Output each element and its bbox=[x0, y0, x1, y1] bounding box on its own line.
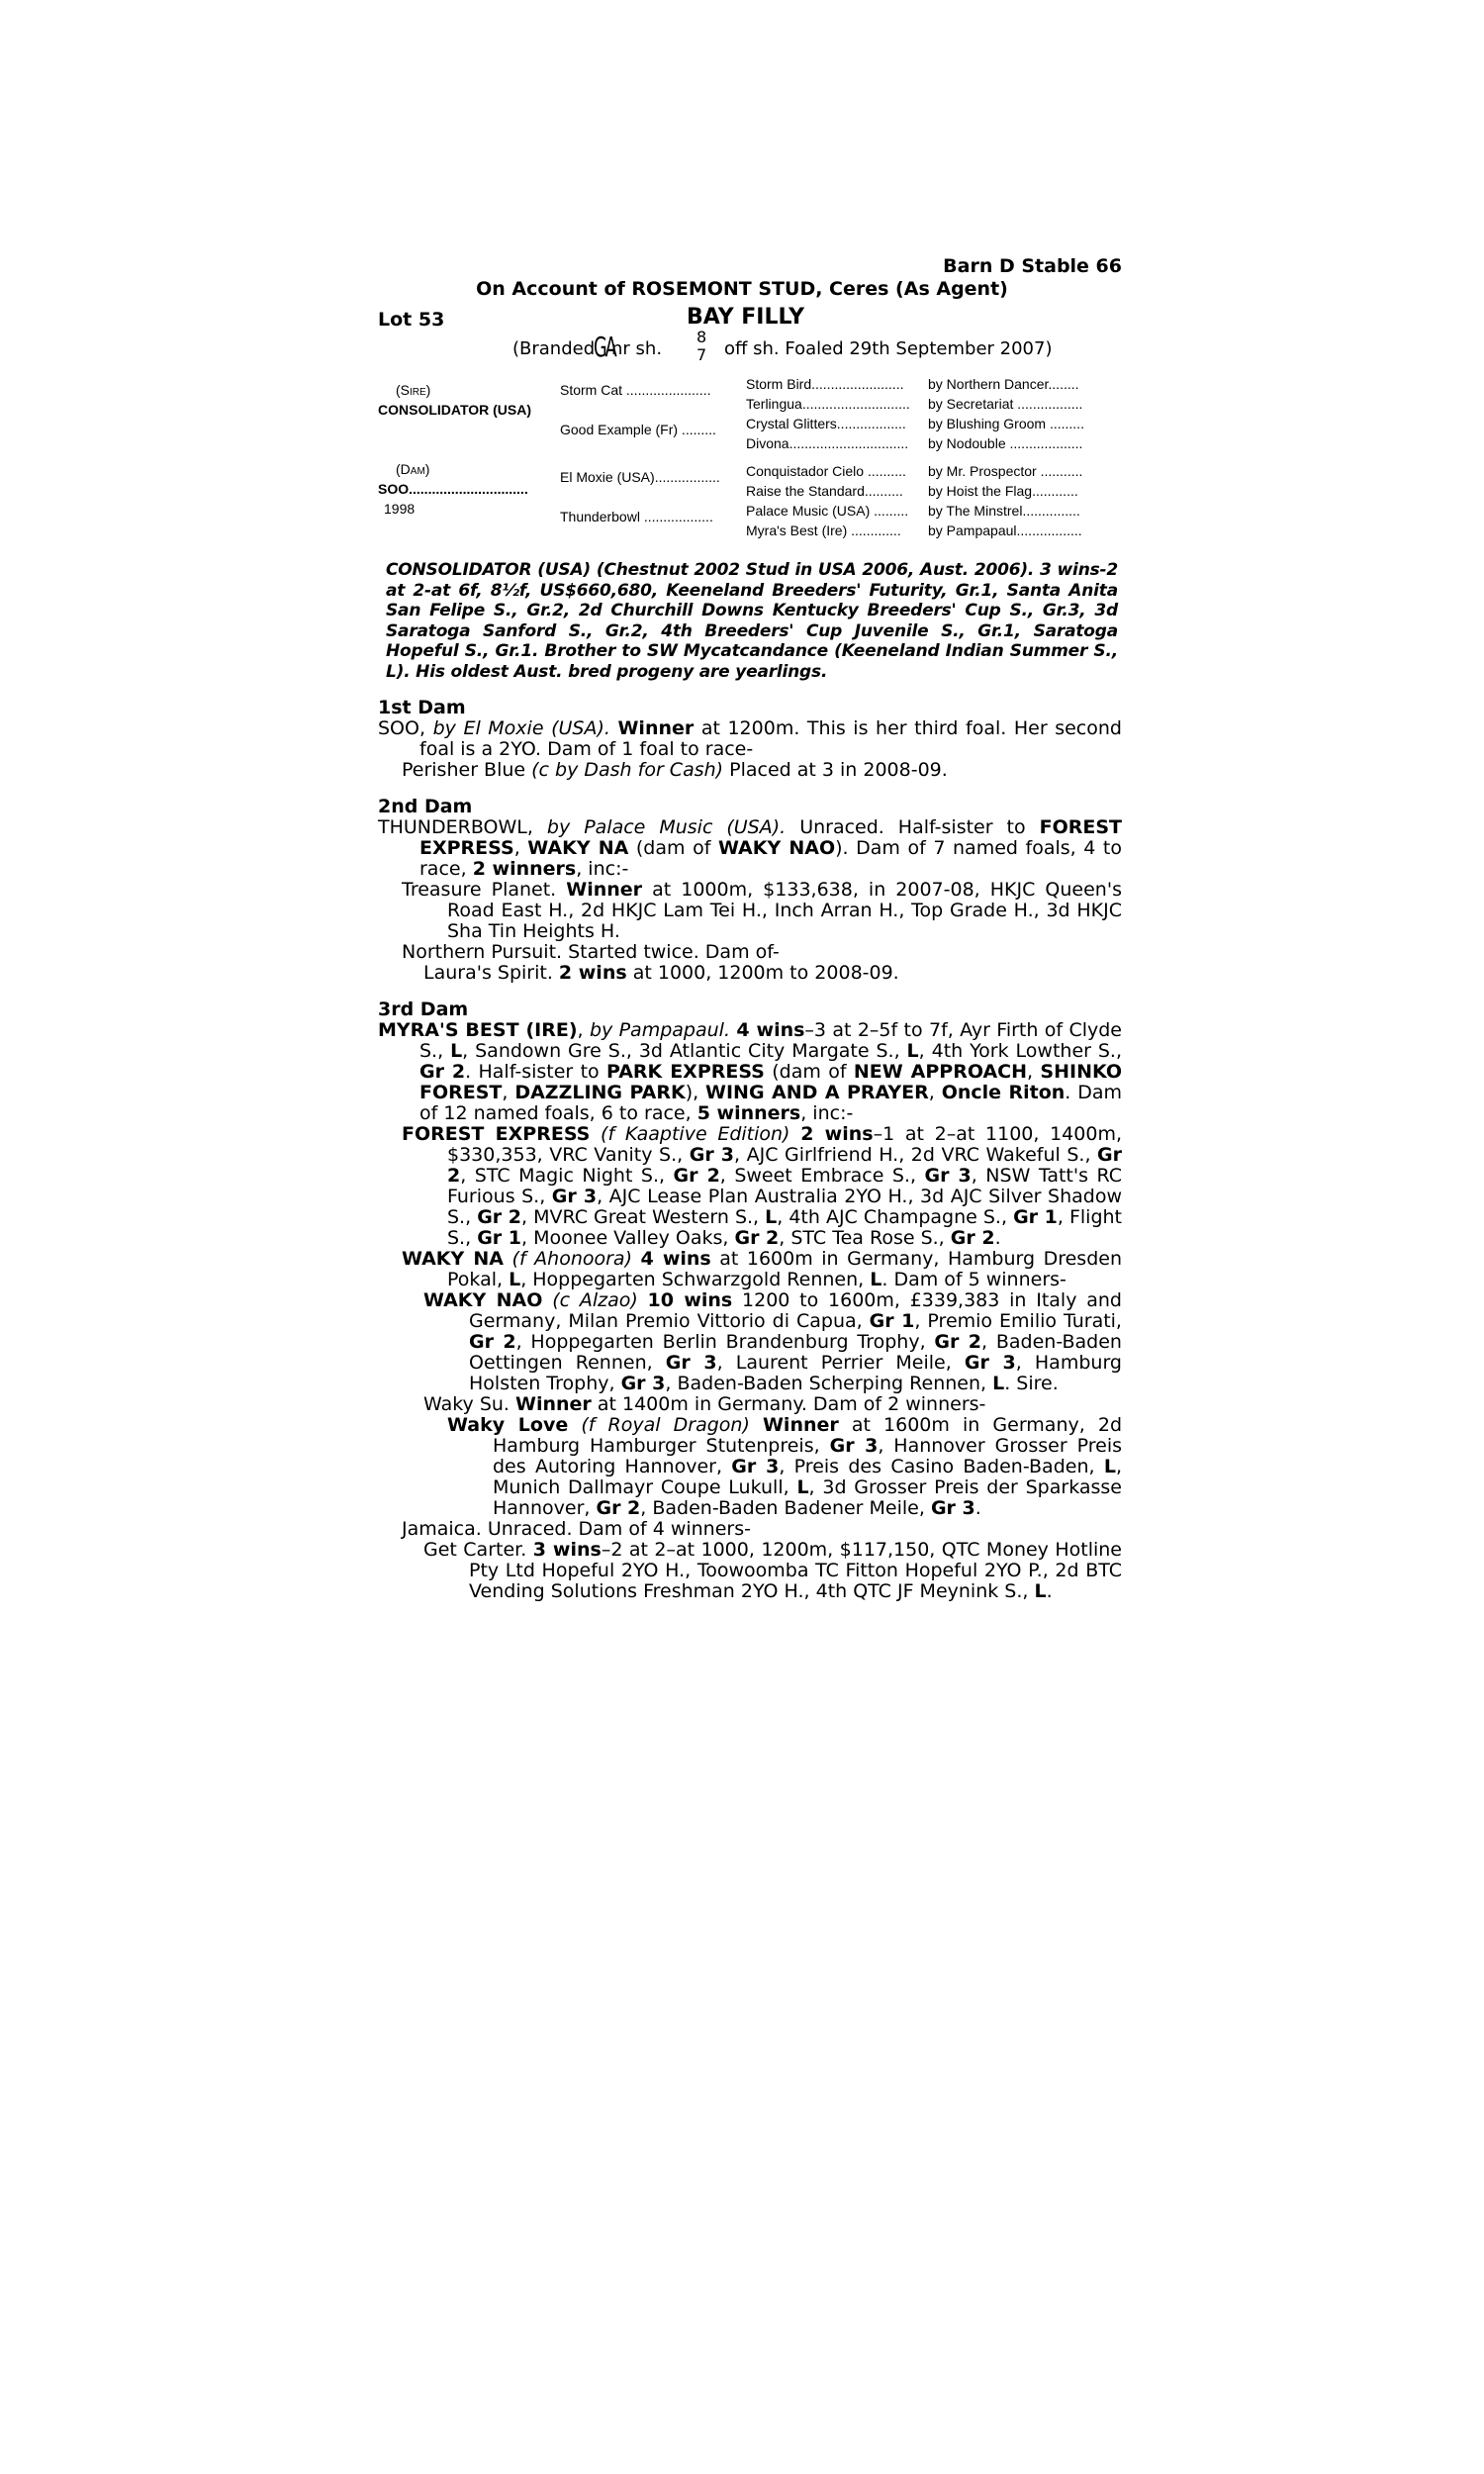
second-dam-entry: THUNDERBOWL, by Palace Music (USA). Unraced. Half-sister to FOREST EXPRESS, WAKY NA (dam of WAKY NAO). Dam of 7 named foals, 4 to race, 2 winners, inc:- bbox=[378, 816, 1122, 880]
second-dam-heading: 2nd Dam bbox=[378, 796, 473, 817]
ped-gen4-4: by Nodouble ................... bbox=[928, 435, 1083, 451]
second-dam-grandprogeny: Laura's Spirit. 2 wins at 1000, 1200m to 2008-09. bbox=[423, 962, 899, 984]
third-dam-progeny-2: WAKY NA (f Ahonoora) 4 wins at 1600m in Germany, Hamburg Dresden Pokal, L, Hoppegarten Schwarzgold Rennen, L. Dam of 5 winners- bbox=[402, 1248, 1122, 1290]
pedigree-table bbox=[378, 376, 1122, 542]
ped-gen3-1: Storm Bird........................ bbox=[746, 376, 904, 392]
ped-gen3-7: Palace Music (USA) ......... bbox=[746, 503, 909, 519]
ped-gen3-4: Divona............................... bbox=[746, 435, 909, 451]
third-dam-progeny-1: FOREST EXPRESS (f Kaaptive Edition) 2 wins–1 at 2–at 1100, 1400m, $330,353, VRC Vanity S., Gr 3, AJC Girlfriend H., 2d VRC Wakeful S., Gr 2, STC Magic Night S., Gr 2, Sweet Embrace S., Gr 3, NSW Tatt's RC Furious S., Gr 3, AJC Lease Plan Australia 2YO H., 3d AJC Silver Shadow S., Gr 2, MVRC Great Western S., L, 4th AJC Champagne S., Gr 1, Flight S., Gr 1, Moonee Valley Oaks, Gr 2, STC Tea Rose S., Gr 2. bbox=[402, 1123, 1122, 1249]
ped-gen4-7: by The Minstrel............... bbox=[928, 503, 1080, 519]
dam-name: SOO............................... bbox=[378, 481, 528, 497]
ped-gen3-6: Raise the Standard.......... bbox=[746, 483, 903, 499]
dam-label: (Dam) bbox=[396, 461, 430, 477]
second-dam-progeny-2: Northern Pursuit. Started twice. Dam of- bbox=[402, 941, 780, 963]
ped-gen2-1: Storm Cat ...................... bbox=[560, 382, 711, 398]
lot-row bbox=[378, 305, 1122, 333]
third-dam-grandprogeny-1: WAKY NAO (c Alzao) 10 wins 1200 to 1600m, £339,383 in Italy and Germany, Milan Premio Vittorio di Capua, Gr 1, Premio Emilio Turati, Gr 2, Hoppegarten Berlin Brandenburg Trophy, Gr 2, Baden-Baden Oettingen Rennen, Gr 3, Laurent Perrier Meile, Gr 3, Hamburg Holsten Trophy, Gr 3, Baden-Baden Scherping Rennen, L. Sire. bbox=[423, 1289, 1122, 1394]
brand-line bbox=[378, 328, 1122, 370]
ped-gen3-8: Myra's Best (Ire) ............. bbox=[746, 523, 901, 538]
brand-nr: nr sh. bbox=[611, 338, 663, 359]
third-dam-entry: MYRA'S BEST (IRE), by Pampapaul. 4 wins–3 at 2–5f to 7f, Ayr Firth of Clyde S., L, Sandown Gre S., 3d Atlantic City Margate S., L, 4th York Lowther S., Gr 2. Half-sister to PARK EXPRESS (dam of NEW APPROACH, SHINKO FOREST, DAZZLING PARK), WING AND A PRAYER, Oncle Riton. Dam of 12 named foals, 6 to race, 5 winners, inc:- bbox=[378, 1019, 1122, 1124]
barn-stable: Barn D Stable 66 bbox=[943, 255, 1122, 277]
ped-gen2-2: Good Example (Fr) ......... bbox=[560, 422, 716, 437]
third-dam-grandprogeny-2: Waky Su. Winner at 1400m in Germany. Dam of 2 winners- bbox=[423, 1393, 986, 1415]
third-dam-great-grandprogeny: Waky Love (f Royal Dragon) Winner at 1600m in Germany, 2d Hamburg Hamburger Stutenpreis, Gr 3, Hannover Grosser Preis des Autoring Hannover, Gr 3, Preis des Casino Baden-Baden, L, Munich Dallmayr Coupe Lukull, L, 3d Grosser Preis der Sparkasse Hannover, Gr 2, Baden-Baden Badener Meile, Gr 3. bbox=[447, 1414, 1123, 1519]
dam-year: 1998 bbox=[384, 501, 416, 517]
ped-gen4-2: by Secretariat ................. bbox=[928, 396, 1083, 412]
third-dam-heading: 3rd Dam bbox=[378, 999, 469, 1020]
catalogue-page bbox=[378, 255, 1122, 1602]
sire-label: (Sire) bbox=[396, 382, 431, 398]
ped-gen4-3: by Blushing Groom ......... bbox=[928, 416, 1084, 431]
first-dam-heading: 1st Dam bbox=[378, 697, 466, 718]
ped-gen3-5: Conquistador Cielo .......... bbox=[746, 463, 906, 479]
ped-gen2-3: El Moxie (USA)................. bbox=[560, 469, 720, 485]
brand-top: 8 bbox=[696, 328, 707, 346]
second-dam-progeny-1: Treasure Planet. Winner at 1000m, $133,638, in 2007-08, HKJC Queen's Road East H., 2d HKJC Lam Tei H., Inch Arran H., Top Grade H., 3d HKJC Sha Tin Heights H. bbox=[402, 879, 1122, 942]
brand-fraction bbox=[696, 329, 706, 364]
ped-gen3-3: Crystal Glitters.................. bbox=[746, 416, 906, 431]
ped-gen4-1: by Northern Dancer........ bbox=[928, 376, 1079, 392]
brand-bottom: 7 bbox=[696, 345, 707, 364]
sire-summary: CONSOLIDATOR (USA) (Chestnut 2002 Stud in USA 2006, Aust. 2006). 3 wins-2 at 2-at 6f, 8½f, US$660,680, Keeneland Breeders' Futurity, Gr.1, Santa Anita San Felipe S., Gr.2, 2d Churchill Downs Kentucky Breeders' Cup S., Gr.3, 3d Saratoga Sanford S., Gr.2, 4th Breeders' Cup Juvenile S., Gr.1, Saratoga Hopeful S., Gr.1. Brother to SW Mycatcandance (Keeneland Indian Summer S., L). His oldest Aust. bred progeny are yearlings. bbox=[386, 560, 1118, 682]
brand-suffix: off sh. Foaled 29th September 2007) bbox=[724, 338, 1053, 359]
ped-gen4-8: by Pampapaul................. bbox=[928, 523, 1082, 538]
horse-description: BAY FILLY bbox=[687, 305, 805, 330]
brand-prefix: (Branded bbox=[512, 338, 596, 359]
vendor-account: On Account of ROSEMONT STUD, Ceres (As Agent) bbox=[476, 278, 1008, 300]
ped-gen2-4: Thunderbowl .................. bbox=[560, 509, 713, 524]
sire-name: CONSOLIDATOR (USA) bbox=[378, 402, 532, 418]
third-dam-progeny-3: Jamaica. Unraced. Dam of 4 winners- bbox=[402, 1518, 751, 1540]
first-dam-progeny: Perisher Blue (c by Dash for Cash) Placed at 3 in 2008-09. bbox=[402, 759, 948, 781]
ped-gen4-6: by Hoist the Flag............ bbox=[928, 483, 1078, 499]
ped-gen3-2: Terlingua............................ bbox=[746, 396, 910, 412]
lot-number: Lot 53 bbox=[378, 309, 445, 331]
third-dam-grandprogeny-3: Get Carter. 3 wins–2 at 2–at 1000, 1200m, $117,150, QTC Money Hotline Pty Ltd Hopeful 2YO H., Toowoomba TC Fitton Hopeful 2YO P., 2d BTC Vending Solutions Freshman 2YO H., 4th QTC JF Meynink S., L. bbox=[423, 1539, 1122, 1602]
ped-gen4-5: by Mr. Prospector ........... bbox=[928, 463, 1083, 479]
first-dam-entry: SOO, by El Moxie (USA). Winner at 1200m. This is her third foal. Her second foal is a 2YO. Dam of 1 foal to race- bbox=[378, 717, 1122, 760]
brand-mark: GA bbox=[594, 331, 615, 363]
